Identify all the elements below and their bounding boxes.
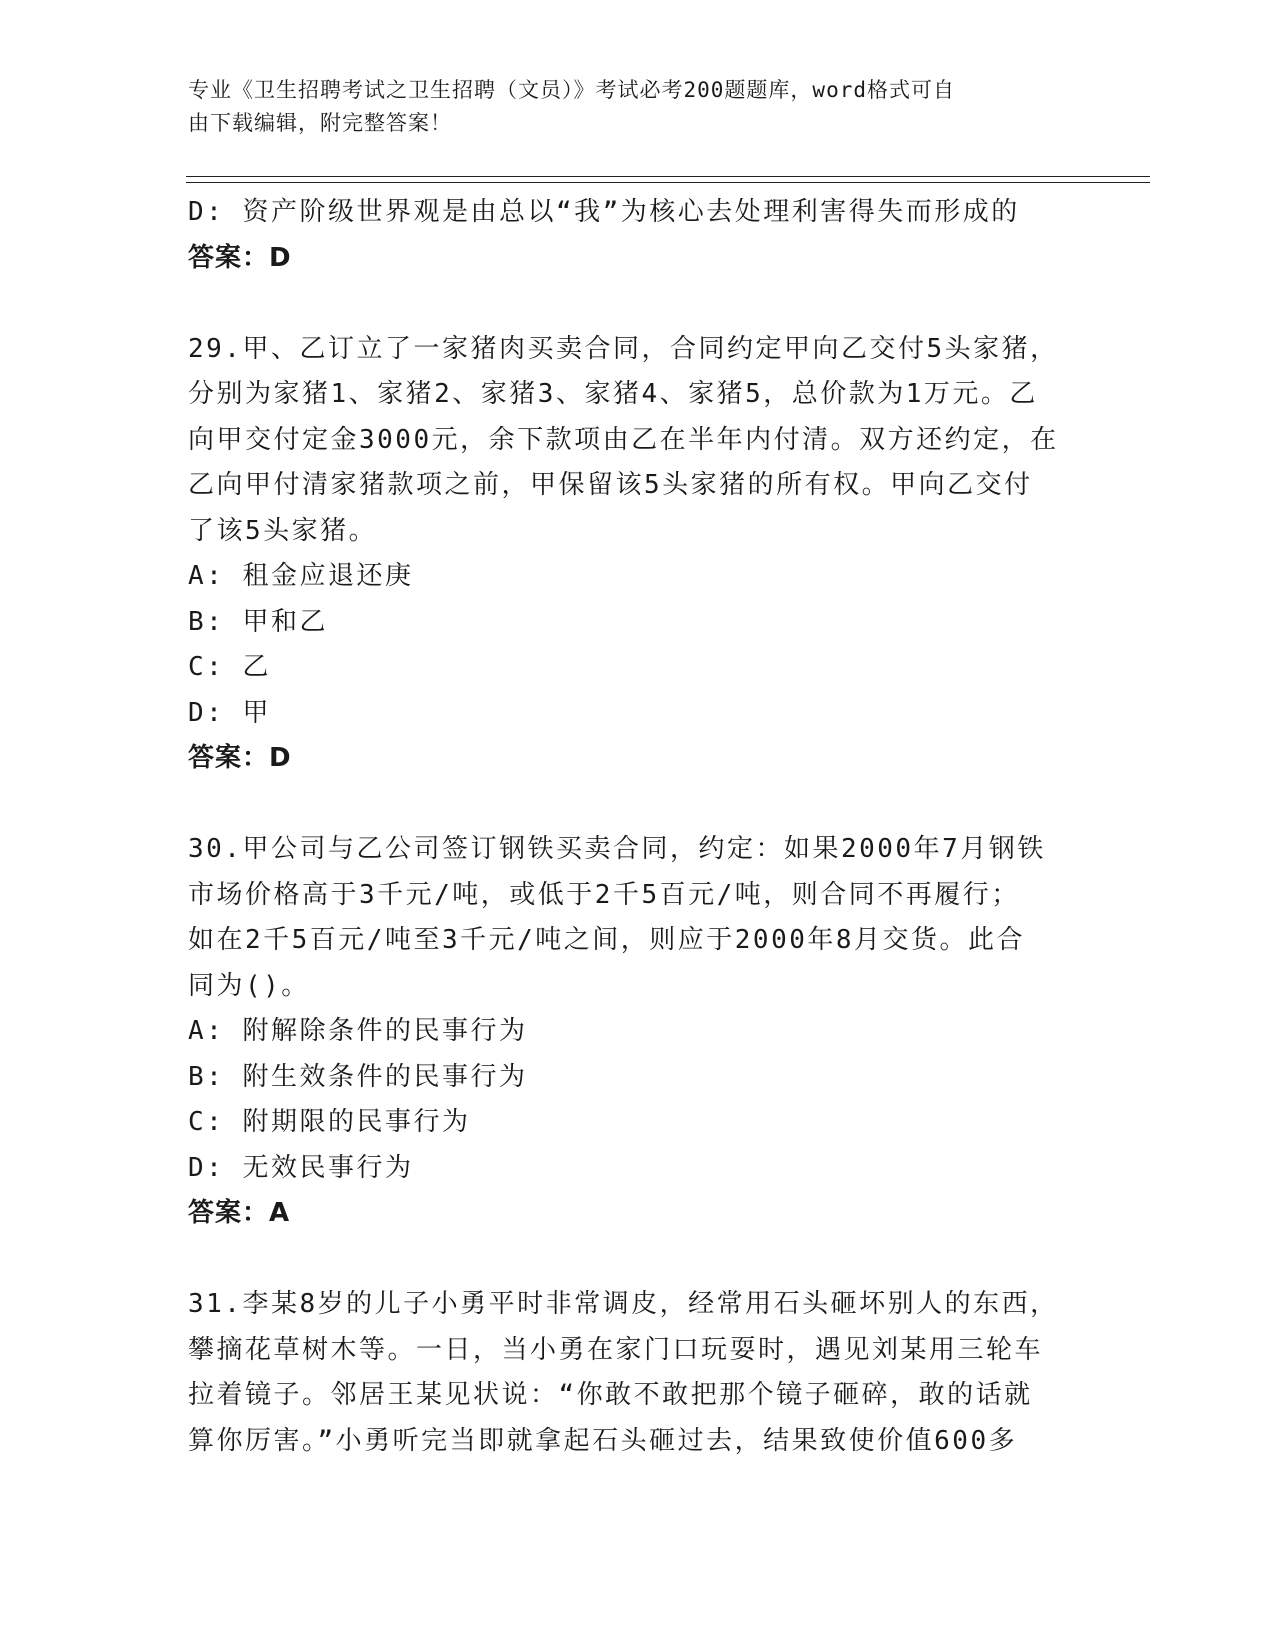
question-29 — [188, 327, 1088, 782]
option-a: A: 附解除条件的民事行为 — [188, 1016, 528, 1046]
option-b: B: 甲和乙 — [188, 606, 328, 637]
question-31 — [188, 1282, 1088, 1464]
question-text-line: 了该5头家猪。 — [188, 515, 378, 546]
question-content — [188, 190, 1088, 1464]
page-header — [188, 74, 1068, 140]
spacer — [188, 782, 1088, 828]
option-b: B: 附生效条件的民事行为 — [188, 1061, 528, 1092]
option-a: A: 租金应退还庚 — [188, 561, 414, 591]
question-text-line: 30.甲公司与乙公司签订钢铁买卖合同，约定：如果2000年7月钢铁 — [188, 834, 1046, 864]
header-line-1: 专业《卫生招聘考试之卫生招聘（文员）》考试必考200题题库，word格式可自 — [188, 78, 955, 102]
option-c: C: 乙 — [188, 652, 271, 682]
question-text-line: 31.李某8岁的儿子小勇平时非常调皮，经常用石头砸坏别人的东西， — [188, 1289, 1059, 1319]
answer-line: 答案：D — [188, 242, 292, 273]
question-text-line: 向甲交付定金3000元，余下款项由乙在半年内付清。双方还约定，在 — [188, 424, 1059, 455]
header-divider-bottom — [186, 182, 1150, 183]
question-text-line: 攀摘花草树木等。一日，当小勇在家门口玩耍时，遇见刘某用三轮车 — [188, 1334, 1044, 1365]
header-divider-top — [186, 176, 1150, 177]
header-line-2: 由下载编辑，附完整答案！ — [188, 111, 452, 135]
question-text-line: 乙向甲付清家猪款项之前，甲保留该5头家猪的所有权。甲向乙交付 — [188, 470, 1033, 500]
answer-line: 答案：D — [188, 743, 292, 773]
option-d: D: 无效民事行为 — [188, 1152, 414, 1183]
answer-line: 答案：A — [188, 1198, 291, 1228]
question-text-line: 市场价格高于3千元/吨，或低于2千5百元/吨，则合同不再履行； — [188, 879, 1020, 910]
question-text-line: 算你厉害。”小勇听完当即就拿起石头砸过去，结果致使价值600多 — [188, 1425, 1018, 1456]
question-text-line: 拉着镜子。邻居王某见状说：“你敢不敢把那个镜子砸碎，敢的话就 — [188, 1380, 1033, 1410]
question-text-line: 29.甲、乙订立了一家猪肉买卖合同，合同约定甲向乙交付5头家猪， — [188, 333, 1059, 364]
question-text-line: 分别为家猪1、家猪2、家猪3、家猪4、家猪5，总价款为1万元。乙 — [188, 379, 1038, 409]
option-d: D: 甲 — [188, 697, 271, 728]
spacer — [188, 1237, 1088, 1283]
question-30 — [188, 827, 1088, 1237]
question-text-line: 同为()。 — [188, 970, 310, 1001]
option-d: D: 资产阶级世界观是由总以“我”为核心去处理利害得失而形成的 — [188, 197, 1020, 227]
option-c: C: 附期限的民事行为 — [188, 1107, 471, 1137]
question-text-line: 如在2千5百元/吨至3千元/吨之间，则应于2000年8月交货。此合 — [188, 925, 1026, 955]
spacer — [188, 281, 1088, 327]
